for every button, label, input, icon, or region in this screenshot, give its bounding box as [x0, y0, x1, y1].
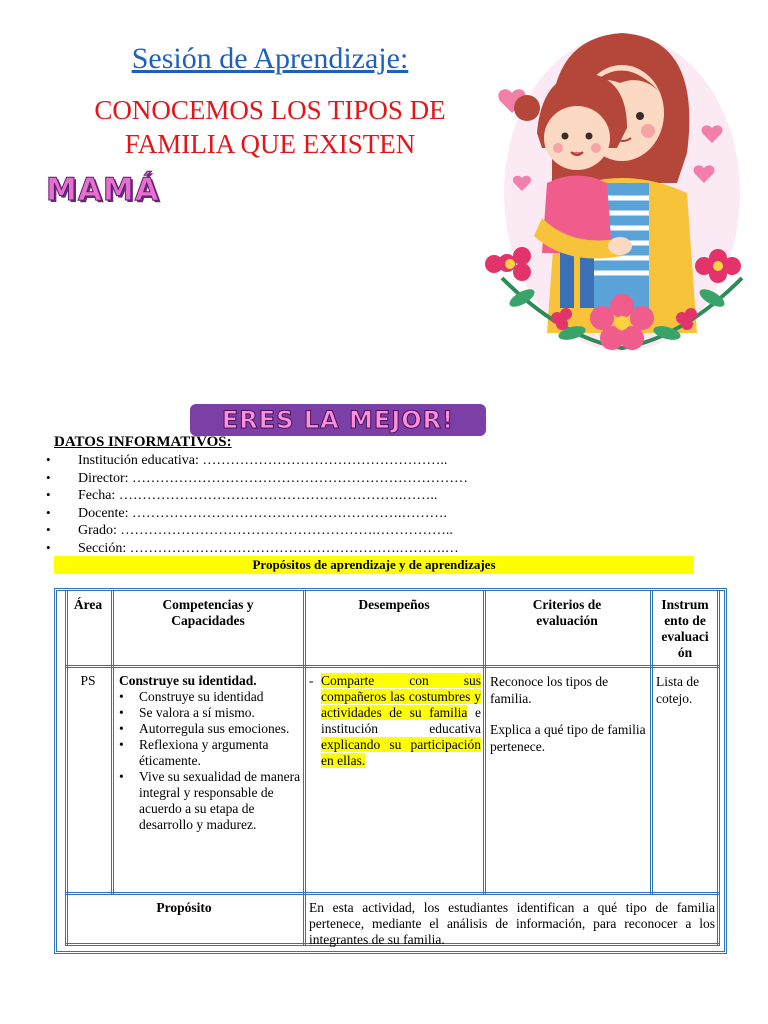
datos-informativos-list: [46, 451, 468, 556]
cell-area: PS: [80, 673, 96, 688]
cell-instrumento: Lista de cotejo.: [656, 674, 700, 706]
desempeno-dash: -: [309, 673, 314, 688]
cell-criterios: [490, 673, 648, 755]
capacidad-item: • Vive su sexualidad de manera integral y responsable de acuerdo a su etapa de desarrollo y madurez.: [119, 769, 301, 833]
table-divider: [483, 591, 486, 894]
datos-item-grado: • Grado: ……………………………………………….……………..: [46, 521, 468, 539]
eres-la-mejor-wordart: ERES LA MEJOR!: [190, 404, 486, 436]
table-divider: [65, 892, 720, 895]
datos-item-institucion: • Institución educativa: ……………………………………………..: [46, 451, 468, 469]
page-title: Sesión de Aprendizaje:: [131, 42, 409, 75]
header-desempenos: Desempeños: [358, 597, 430, 612]
table-divider: [111, 591, 114, 894]
table-divider: [650, 591, 653, 894]
criterio-1: Reconoce los tipos de familia.: [490, 674, 609, 706]
mama-wordart: MAMÁ: [46, 172, 160, 208]
table-divider: [65, 665, 720, 668]
cell-desempeno: [321, 673, 481, 769]
header-instrumento: Instrum ento de evaluaci ón: [661, 597, 709, 660]
propositos-band: Propósitos de aprendizaje y de aprendizajes: [54, 556, 694, 574]
capacidades-list: [119, 689, 301, 833]
datos-item-fecha: • Fecha: …………………………………………………….……..: [46, 486, 468, 504]
proposito-label: Propósito: [156, 900, 212, 915]
criterio-2: Explica a qué tipo de familia pertenece.: [490, 722, 646, 754]
learning-purposes-table: [54, 588, 727, 954]
datos-informativos-title: DATOS INFORMATIVOS:: [54, 434, 232, 450]
datos-item-director: • Director: ………………………………………………………………: [46, 469, 468, 487]
proposito-text: En esta actividad, los estudiantes identifican a qué tipo de familia pertenece, mediante el análisis de información, para reconocer a los integrantes de su familia.: [309, 900, 715, 947]
desempeno-highlight-1: Comparte con sus compañeros las costumbres y actividades de su familia: [321, 673, 481, 720]
session-subtitle: [60, 93, 480, 161]
header-area: Área: [73, 597, 103, 612]
desempeno-highlight-2: explicando su participación en ellas.: [321, 737, 481, 768]
datos-item-seccion: • Sección: ………………………………………………….……….…: [46, 539, 468, 557]
capacidad-item: • Reflexiona y argumenta éticamente.: [119, 737, 301, 769]
cell-competencias: [119, 673, 301, 833]
subtitle-line-2: FAMILIA QUE EXISTEN: [124, 129, 416, 159]
header-competencias: Competencias y Capacidades: [162, 597, 254, 628]
mother-daughter-illustration: [482, 18, 752, 368]
table-divider: [65, 591, 68, 894]
capacidad-item: • Se valora a sí mismo.: [119, 705, 301, 721]
datos-item-docente: • Docente: ………………………………………………….……….: [46, 504, 468, 522]
capacidad-item: • Construye su identidad: [119, 689, 301, 705]
desempeno-text: e institución educativa: [321, 705, 482, 736]
capacidad-item: • Autorregula sus emociones.: [119, 721, 301, 737]
competencia-title: Construye su identidad.: [119, 673, 257, 688]
subtitle-line-1: CONOCEMOS LOS TIPOS DE: [94, 95, 446, 125]
header-criterios: Criterios de evaluación: [532, 597, 602, 628]
